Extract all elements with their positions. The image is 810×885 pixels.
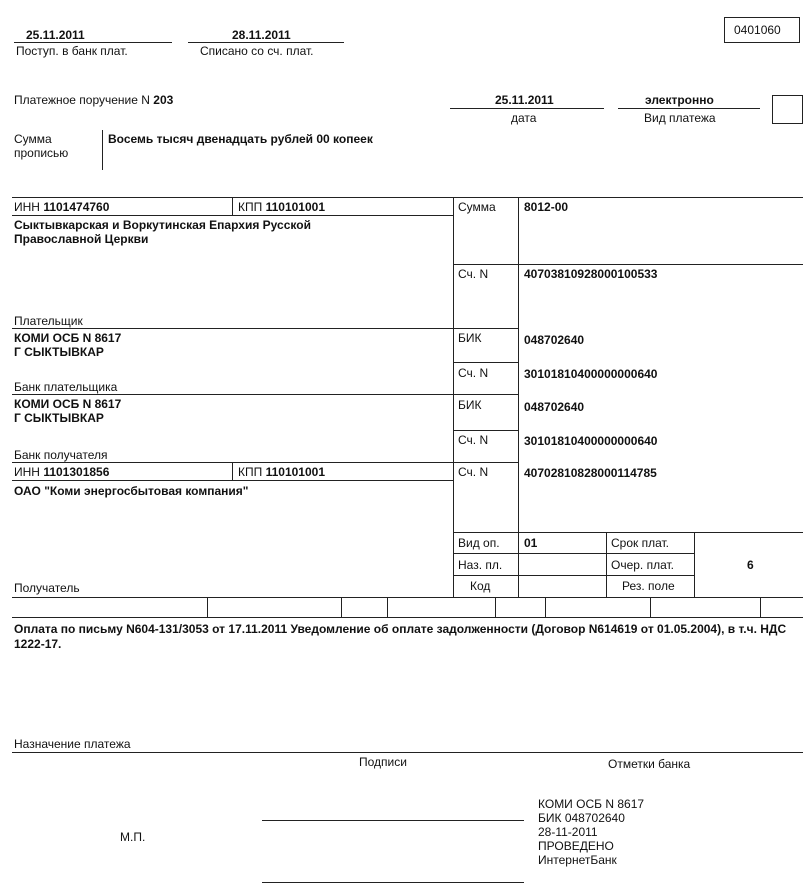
order-date: 25.11.2011 xyxy=(495,93,554,107)
payer-name: Сыктывкарская и Воркутинская Епархия Русской Православной Церкви xyxy=(14,218,311,246)
payee-label: Получатель xyxy=(14,581,80,595)
reserve-label: Рез. поле xyxy=(622,579,675,593)
form-code-box xyxy=(724,17,800,43)
stamp-place: М.П. xyxy=(120,830,146,844)
payment-type-label: Вид платежа xyxy=(644,111,716,125)
payment-type: электронно xyxy=(645,93,714,107)
payer-bik: 048702640 xyxy=(524,333,585,347)
payer-kpp: КПП 110101001 xyxy=(238,200,325,214)
code-label: Код xyxy=(470,579,491,593)
payer-inn: ИНН 1101474760 xyxy=(14,200,110,214)
payee-name: ОАО "Коми энергосбытовая компания" xyxy=(14,484,249,498)
signature-line-2 xyxy=(262,882,524,883)
bank-marks-label: Отметки банка xyxy=(608,757,691,771)
payer-bank-label: Банк плательщика xyxy=(14,380,118,394)
amount-words-value: Восемь тысяч двенадцать рублей 00 копеек xyxy=(108,132,373,146)
payer-account-label: Сч. N xyxy=(458,267,489,281)
purpose-code-label: Наз. пл. xyxy=(458,558,503,572)
order-date-label: дата xyxy=(511,111,537,125)
payer-label: Плательщик xyxy=(14,314,83,328)
payer-bank-account: 30101810400000000640 xyxy=(524,367,658,381)
debited-label: Списано со сч. плат. xyxy=(200,44,314,58)
payer-bank-account-label: Сч. N xyxy=(458,366,489,380)
payee-bank-name: КОМИ ОСБ N 8617 Г СЫКТЫВКАР xyxy=(14,397,122,425)
payee-account: 40702810828000114785 xyxy=(524,466,657,480)
payee-bank-label: Банк получателя xyxy=(14,448,108,462)
op-type-label: Вид оп. xyxy=(458,536,500,550)
received-date: 25.11.2011 xyxy=(26,28,85,42)
payer-bik-label: БИК xyxy=(458,331,482,345)
payer-bank-name: КОМИ ОСБ N 8617 Г СЫКТЫВКАР xyxy=(14,331,122,359)
payee-bank-account-label: Сч. N xyxy=(458,433,489,447)
purpose-label: Назначение платежа xyxy=(14,737,131,751)
purpose-text: Оплата по письму N604-131/3053 от 17.11.2011 Уведомление об оплате задолженности (Договор N614619 от 01.05.2004), в т.ч. НДС 1222-17. xyxy=(14,622,787,651)
amount-value: 8012-00 xyxy=(524,200,569,214)
received-label: Поступ. в банк плат. xyxy=(16,44,128,58)
payee-account-label: Сч. N xyxy=(458,465,489,479)
debited-date: 28.11.2011 xyxy=(232,28,291,42)
payee-bik: 048702640 xyxy=(524,400,585,414)
due-label: Срок плат. xyxy=(611,536,670,550)
priority-label: Очер. плат. xyxy=(611,558,675,572)
payee-bank-account: 30101810400000000640 xyxy=(524,434,658,448)
signature-line-1 xyxy=(262,820,524,821)
form-code: 0401060 xyxy=(734,23,781,37)
amount-label: Сумма xyxy=(458,200,496,214)
amount-words-label: Сумма прописью xyxy=(14,132,69,160)
bank-stamp: КОМИ ОСБ N 8617 БИК 048702640 28-11-2011 ПРОВЕДЕНО ИнтернетБанк xyxy=(538,797,645,867)
op-type-value: 01 xyxy=(524,536,538,550)
priority-value: 6 xyxy=(747,558,754,572)
payee-bik-label: БИК xyxy=(458,398,482,412)
order-title: Платежное поручение N 203 xyxy=(14,93,174,107)
signatures-label: Подписи xyxy=(359,755,407,769)
payee-inn: ИНН 1101301856 xyxy=(14,465,110,479)
payment-type-box xyxy=(772,95,803,124)
payer-account: 40703810928000100533 xyxy=(524,267,658,281)
order-number: 203 xyxy=(153,93,174,107)
payee-kpp: КПП 110101001 xyxy=(238,465,325,479)
